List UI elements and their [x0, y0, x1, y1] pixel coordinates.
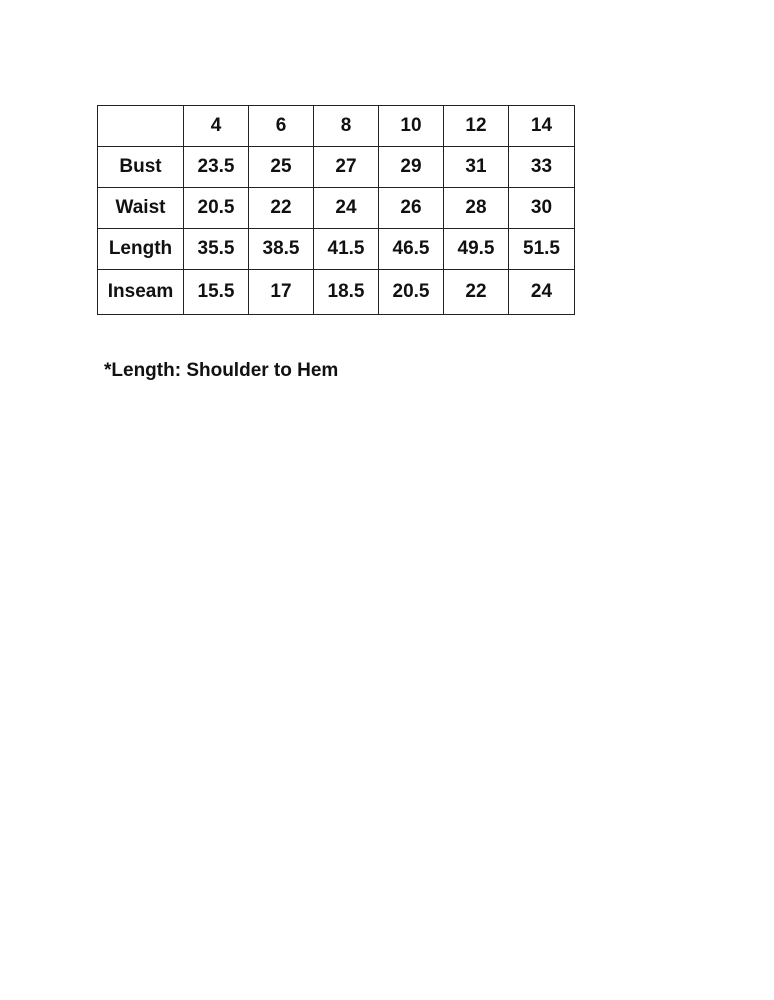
- size-header-cell: 8: [314, 106, 379, 147]
- table-header-row: [98, 106, 575, 147]
- measurement-cell: 17: [249, 270, 314, 315]
- size-header-cell: 4: [184, 106, 249, 147]
- table-row-waist: [98, 188, 575, 229]
- measurement-cell: 41.5: [314, 229, 379, 270]
- measurement-cell: 49.5: [444, 229, 509, 270]
- measurement-cell: 23.5: [184, 147, 249, 188]
- table-row-length: [98, 229, 575, 270]
- header-corner-cell: [98, 106, 184, 147]
- measurement-cell: 29: [379, 147, 444, 188]
- measurement-cell: 20.5: [379, 270, 444, 315]
- measurement-cell: 46.5: [379, 229, 444, 270]
- measurement-cell: 30: [509, 188, 575, 229]
- measurement-cell: 15.5: [184, 270, 249, 315]
- row-label-cell: Waist: [98, 188, 184, 229]
- measurement-cell: 26: [379, 188, 444, 229]
- measurement-cell: 35.5: [184, 229, 249, 270]
- measurement-cell: 22: [249, 188, 314, 229]
- row-label-cell: Length: [98, 229, 184, 270]
- table-row-inseam: [98, 270, 575, 315]
- size-header-cell: 6: [249, 106, 314, 147]
- measurement-cell: 24: [509, 270, 575, 315]
- measurement-cell: 22: [444, 270, 509, 315]
- size-header-cell: 12: [444, 106, 509, 147]
- size-header-cell: 14: [509, 106, 575, 147]
- measurement-cell: 25: [249, 147, 314, 188]
- size-chart-table: [97, 105, 575, 315]
- measurement-cell: 28: [444, 188, 509, 229]
- row-label-cell: Bust: [98, 147, 184, 188]
- length-footnote: *Length: Shoulder to Hem: [104, 360, 339, 381]
- measurement-cell: 20.5: [184, 188, 249, 229]
- table-row-bust: [98, 147, 575, 188]
- row-label-cell: Inseam: [98, 270, 184, 315]
- size-header-cell: 10: [379, 106, 444, 147]
- measurement-cell: 38.5: [249, 229, 314, 270]
- measurement-cell: 31: [444, 147, 509, 188]
- measurement-cell: 33: [509, 147, 575, 188]
- measurement-cell: 51.5: [509, 229, 575, 270]
- measurement-cell: 24: [314, 188, 379, 229]
- measurement-cell: 18.5: [314, 270, 379, 315]
- measurement-cell: 27: [314, 147, 379, 188]
